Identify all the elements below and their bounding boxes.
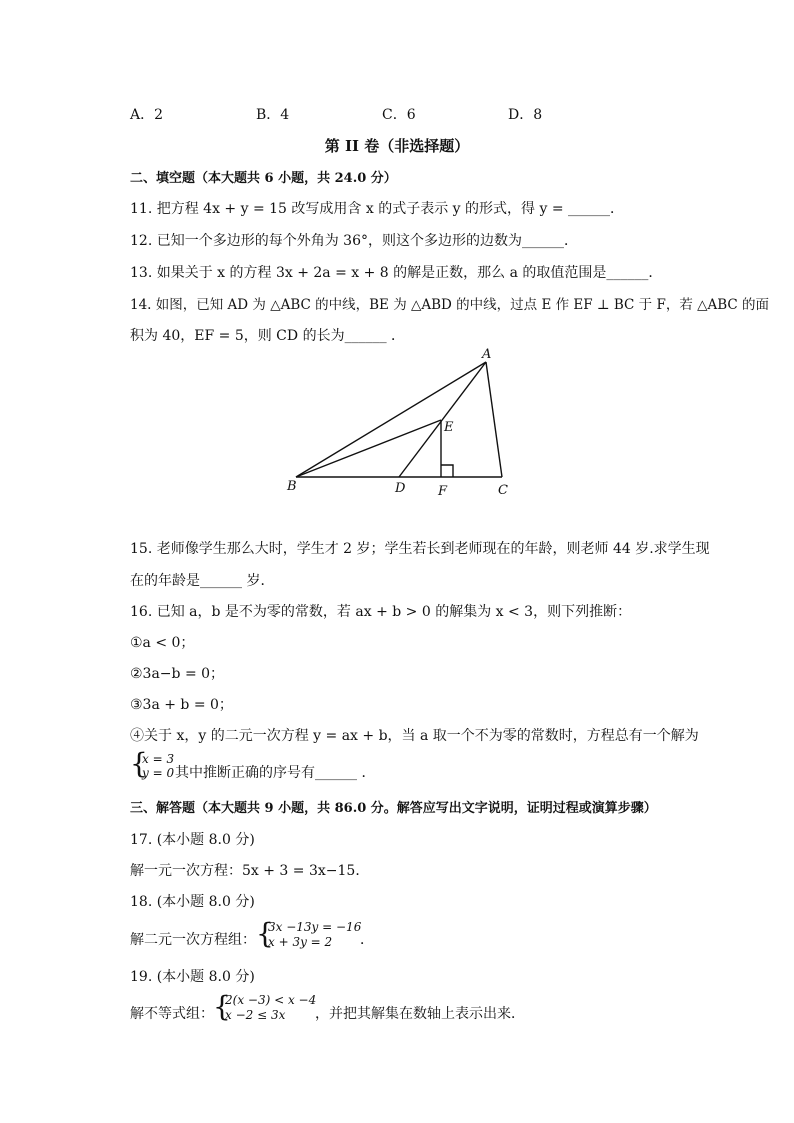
section-header: 三、解答题（本大题共 9 小题，共 86.0 分。解答应写出文字说明，证明过程或演算步骤） — [130, 801, 657, 816]
label-c: C — [498, 483, 508, 498]
choice-b: B．4 — [256, 107, 290, 123]
triangle-figure — [282, 345, 522, 505]
brace-icon: { — [130, 747, 148, 780]
question-19-title: 19. (本小题 8.0 分) — [130, 969, 255, 985]
segment-be — [296, 420, 441, 477]
q16-system-line1: x = 3 — [142, 752, 175, 766]
q19-system-line2: x −2 ≤ 3x — [225, 1008, 286, 1022]
question-16-option-1: ①a < 0； — [130, 635, 195, 651]
question-19-suffix: ，并把其解集在数轴上表示出来． — [315, 1006, 525, 1022]
label-a: A — [482, 347, 492, 362]
right-angle-mark — [441, 465, 453, 477]
choice-c: C．6 — [382, 107, 416, 123]
question-16-option-3: ③3a + b = 0； — [130, 697, 233, 713]
choice-a: A．2 — [130, 107, 164, 123]
brace-icon: { — [256, 917, 274, 950]
question-18-title: 18. (本小题 8.0 分) — [130, 894, 255, 910]
question-18-suffix: ． — [360, 932, 374, 948]
q16-system-line2: y = 0 — [142, 766, 175, 780]
question-14-line1: 14. 如图，已知 AD 为 △ABC 的中线，BE 为 △ABD 的中线，过点 E 作 EF ⊥ BC 于 F，若 △ABC 的面 — [130, 297, 770, 313]
q18-system-line2: x + 3y = 2 — [268, 935, 333, 949]
brace-icon: { — [213, 990, 231, 1023]
question-14-line2: 积为 40，EF = 5，则 CD 的长为______ ． — [130, 328, 406, 344]
segment-ab — [296, 362, 486, 477]
question-16: 16. 已知 a，b 是不为零的常数，若 ax + b > 0 的解集为 x < 3，则下列推断： — [130, 604, 632, 620]
question-19-prefix: 解不等式组： — [130, 1006, 214, 1022]
question-16-tail: 其中推断正确的序号有______ ． — [175, 765, 376, 781]
section-header: 二、填空题（本大题共 6 小题，共 24.0 分） — [130, 171, 397, 186]
label-d: D — [395, 481, 406, 496]
label-f: F — [438, 484, 448, 499]
question-18-prefix: 解二元一次方程组： — [130, 932, 256, 948]
choice-d: D．8 — [508, 107, 543, 123]
segment-ad — [399, 362, 486, 477]
question-16-option-4: ④关于 x，y 的二元一次方程 y = ax + b，当 a 取一个不为零的常数时，方程总有一个解为 — [130, 728, 699, 744]
label-b: B — [287, 479, 297, 494]
question-15-line2: 在的年龄是______ 岁． — [130, 573, 275, 589]
question-17-title: 17. (本小题 8.0 分) — [130, 832, 255, 848]
q19-system-line1: 2(x −3) < x −4 — [225, 993, 317, 1007]
question-17-body: 解一元一次方程：5x + 3 = 3x−15． — [130, 863, 370, 879]
question-16-option-2: ②3a−b = 0； — [130, 666, 225, 682]
question-13: 13. 如果关于 x 的方程 3x + 2a = x + 8 的解是正数，那么 a 的取值范围是______． — [130, 265, 663, 281]
label-e: E — [444, 420, 454, 435]
segment-ac — [486, 362, 502, 477]
q18-system-line1: 3x −13y = −16 — [268, 920, 362, 934]
question-11: 11. 把方程 4x + y = 15 改写成用含 x 的式子表示 y 的形式，得 y = ______． — [130, 201, 624, 217]
question-12: 12. 已知一个多边形的每个外角为 36°，则这个多边形的边数为______． — [130, 233, 578, 249]
part-title: 第 II 卷（非选择题） — [324, 137, 470, 155]
question-15-line1: 15. 老师像学生那么大时，学生才 2 岁；学生若长到老师现在的年龄，则老师 44 岁.求学生现 — [130, 541, 710, 557]
